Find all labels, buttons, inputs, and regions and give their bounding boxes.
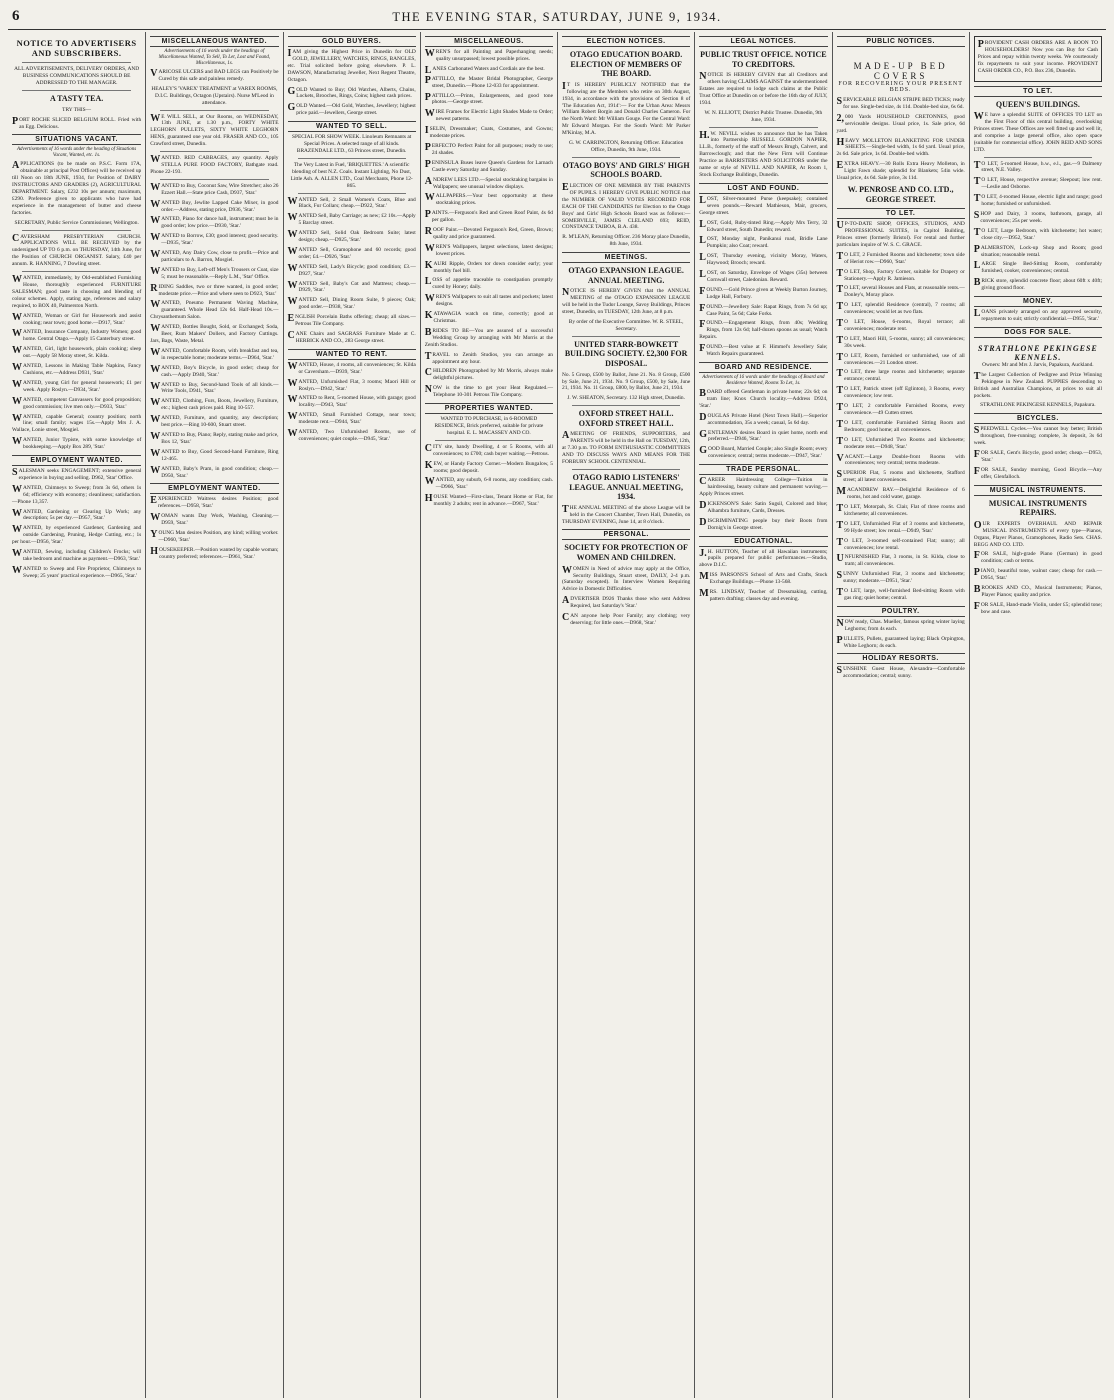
kennel-signature: STRATHLONE PEKINGESE KENNELS, Papakura.	[980, 402, 1096, 409]
classified-ad: LOST, Thursday evening, vicinity Moray, Waters, Haywood; Brooch; reward.	[699, 252, 828, 267]
classified-ad: WANTED, Furniture, and quantity, any description; best price.—Ring 10-600, Stuart street.	[150, 414, 279, 429]
classified-ad: GOOD Board, Married Couple; also Single Room; every convenience; central; terms moderate.—D947, 'Star.'	[699, 445, 828, 460]
meeting-title: OTAGO RADIO LISTENERS' LEAGUE. ANNUAL MEETING, 1934.	[569, 472, 684, 502]
tea-ad-body: PORT ROCHE SLICED BELGIUM ROLL. Fried with an Egg. Delicious.	[12, 115, 142, 130]
classified-ad: WANTED to Rent, 5-roomed House, with garage; good locality.—D943, 'Star.'	[287, 394, 416, 409]
notice-title: OTAGO EDUCATION BOARD. ELECTION OF MEMBERS OF THE BOARD.	[569, 50, 683, 79]
legal-notices-heading: LEGAL NOTICES.	[699, 36, 827, 47]
divider	[22, 62, 131, 63]
classified-ad: SECRETARY, Public Service Commissioner, Wellington.	[14, 219, 139, 226]
divider	[22, 90, 131, 91]
classified-ad: SPECIAL FOR SHOW WEEK. Linoleum Remnants at Special Prices. A selected range of all kinds. BRAZENDALE LTD., 63 Princes street, Dunedin.	[292, 134, 412, 154]
classified-ad: APPLICATIONS (to be made on P.S.C. Form 17A, obtainable at principal Post Offices) will be received up till Noon on 18th JUNE, 1934, for Position of DAIRY INSTRUCTORS AND GRADERS (2), AGRICULTURAL DEPARTMENT. Salary, £232 10s per annum; maximum, £290. Preference given to applicants who have had experience in the management of butter and cheese factories.	[12, 160, 142, 216]
classified-ad: WANTED, Lessons in Making Table Napkins, Fancy Cushions, etc.—Address D931, 'Star.'	[12, 362, 142, 376]
classified-ad: WANTED, Pneumo Permanent Waving Machine, guaranteed. Whole Head 12s 6d. Half-Head 10s.—Chrysanthemum Salon.	[150, 299, 279, 321]
classified-ad: PALMERSTON, Lock-up Shop and Room; good situation; reasonable rental.	[973, 243, 1102, 258]
classified-ad: LANES Carbonated Waters and Cordials are the best.	[424, 64, 545, 76]
divider	[160, 110, 268, 111]
column-7	[832, 32, 969, 1398]
classified-ad: DOUGLAS Private Hotel (Next Town Hall).—Superior accommodation, 35s a week; casual, 5s 6d day.	[699, 411, 828, 426]
classified-ad: LARGE Single Bed-Sitting Room, comfortably furnished, cooker, conveniences; central.	[973, 260, 1102, 275]
poultry-heading: POULTRY.	[837, 606, 965, 617]
classified-ad: WANTED, capable General; country position; north line; small family; wages 15s.—Apply Mrs J. A. Wallace, Lonie street, Mosgiel.	[12, 412, 142, 434]
divider	[22, 230, 131, 231]
classified-ad: TO LET, Large Bedroom, with kitchenette; hot water; close city.—D952, 'Star.'	[973, 226, 1102, 241]
lost-and-found-heading: LOST AND FOUND.	[699, 183, 827, 194]
classified-ad: TO LET, large, well-furnished Bed-sitting Room with gas ring; quiet home; central.	[836, 587, 965, 601]
classified-ad: CAN anyone help Poor Family; any clothing; very deserving; for little ones.—D968, 'Star.'	[562, 612, 691, 626]
advertisers-notice-body: ALL ADVERTISEMENTS, DELIVERY ORDERS, AND BUSINESS COMMUNICATIONS SHOULD BE ADDRESSED TO THE MANAGER.	[14, 66, 140, 87]
meeting-title: OXFORD STREET HALL. OXFORD STREET HALL.	[578, 409, 674, 428]
classified-ad: CHILDREN Photographed by Mr Morris, always make delightful pictures.	[424, 367, 553, 382]
gold-buyers-heading: GOLD BUYERS.	[288, 36, 416, 47]
classified-ad: BRIDES TO BE—You are assured of a successful Wedding Group by arranging with Mr Morris at the Zenith Studios.	[424, 326, 553, 348]
situations-vacant-heading: SITUATIONS VACANT.	[12, 134, 141, 145]
classified-ad: GOLD Wanted.—Old Gold, Watches, Jewellery; highest price paid.—Jewellers, George street.	[287, 102, 416, 117]
classified-ad: CAVERSHAM PRESBYTERIAN CHURCH. APPLICATIONS WILL BE RECEIVED by the undersigned UP TO 6 p.m. on THURSDAY, 14th June, for the Position of CHURCH ORGANIST. Salary, £40 per annum. R. HANNING, 7 Dowling street.	[12, 232, 142, 268]
miscellaneous-heading: MISCELLANEOUS.	[425, 36, 553, 47]
classified-ad: WANTED, Unfurnished Flat, 3 rooms; Maori Hill or Roslyn.—D942, 'Star.'	[287, 377, 416, 392]
classified-ad: TO LET, 2 Furnished Rooms and kitchenette; town side of Heriot row.—D960, 'Star.'	[836, 250, 965, 265]
classified-ad: WREN'S for all Painting and Paperhanging needs; quality unsurpassed; lowest possible prices.	[424, 48, 553, 62]
classified-ad: FOR SALE, high-grade Piano (German) in good condition; cash or terms.	[973, 550, 1102, 565]
tea-ad-title: A TASTY TEA.	[49, 94, 104, 104]
classified-ad: EXTRA HEAVY.—30 Rolls Extra Heavy Molleton, in Light Fawn shade; splendid for Blankets; 54in wide. Usual price, 4s 6d. Sale price, 3s 11d.	[836, 160, 965, 182]
firm-name: W. PENROSE AND CO. LTD., GEORGE STREET.	[847, 184, 954, 204]
classified-ad: SUNNY Unfurnished Flat, 3 rooms and kitchenette; sunny; moderate.—D951, 'Star.'	[836, 570, 965, 585]
classified-ad: LOSS of appetite traceable to constipation promptly cured by Honey; daily.	[424, 276, 553, 291]
classified-ad: WANTED, Girl, light housework, plain cooking; sleep out.—Apply 58 Moray street, St. Kilda.	[12, 345, 142, 360]
classified-ad: WANTED, House, 4 rooms, all conveniences; St. Kilda or Caversham.—D939, 'Star.'	[287, 360, 416, 375]
classified-ad: TO LET, Unfurnished Two Rooms and kitchenette; moderate rent.—D948, 'Star.'	[836, 435, 965, 450]
meeting-body: No. 5 Group, £500 by Ballot, June 21. No. 8 Group, £500 by Sale, June 21, 1934. No. 9 Group, £500, by Sale, June 21, 1934. No. 11 Group, £800, by Ballot, June 21, 1934.	[562, 371, 691, 392]
classified-ad: ENGLISH Porcelain Baths offering; cheap; all sizes.—Petrous Tile Company.	[287, 313, 416, 328]
classified-ad: SUNSHINE Guest House, Alexandra—Comfortable accommodation; central; sunny.	[836, 665, 965, 680]
classified-ad: PAINTS.—Ferguson's Red and Green Roof Paint, 4s 6d per gallon.	[424, 209, 553, 224]
divider	[22, 271, 131, 272]
classified-ad: ROOF Paint.—Devoted Ferguson's Red, Green, Brown; quality and price guaranteed.	[424, 226, 553, 240]
kennel-title: STRATHLONE PEKINGESE KENNELS.	[977, 343, 1098, 362]
classified-ad: ADVERTISER D926 Thanks those who sent Address Required, last Saturday's 'Star.'	[562, 595, 691, 610]
classified-ad: TRAVEL to Zenith Studios, you can arrange an appointment any hour.	[424, 350, 553, 365]
classified-ad: ANDREW LEES LTD.—Special stocktaking bargains in Wallpapers; see unusual window displays.	[424, 175, 553, 190]
personal-heading: PERSONAL.	[562, 529, 690, 540]
classified-ad: WANTED, Chimneys to Sweep; from 3s 6d, others 1s 6d; efficiency with economy; cleanliness; satisfaction.—Phone 13,357.	[12, 483, 142, 505]
column-3	[283, 32, 420, 1398]
classified-ad: WANTED TO PURCHASE, in 6-ROOMED RESIDENCE, Brick preferred, suitable for private hospital. E. L. MACASSEY AND CO.	[434, 416, 544, 436]
classified-ad: BOARD offered Gentleman in private home; 22s 6d; on tram line; Knox Church locality.—Address D924, 'Star.'	[699, 388, 828, 409]
classified-ad: SERVICEABLE BELGIAN STRIPE BED TICKS; ready for use. Single-bed size, 4s 11d. Double-bed size, 6s 6d.	[836, 96, 965, 110]
classified-ad: LOST, Silver-mounted Purse (keepsake); contained seven pounds.—Reward Mathieson, Mair, grocers, George street.	[699, 194, 828, 216]
misc-wanted-sub: Advertisements of 16 words under the headings of Miscellaneous Wanted, To Sell, To Let, Lost and Found, Miscellaneous, 1s.	[158, 49, 271, 66]
classified-ad: WANTED Sell, Lady's Bicycle; good condition; £3.—D927, 'Star.'	[287, 262, 416, 277]
holiday-resorts-heading: HOLIDAY RESORTS.	[837, 653, 965, 664]
classified-ad: WANTED Sell, Solid Oak Bedroom Suite; latest design; cheap.—D925, 'Star.'	[287, 229, 416, 244]
to-let-heading-2: TO LET.	[974, 86, 1102, 97]
column-4	[420, 32, 557, 1398]
provident-ad-box	[974, 36, 1102, 82]
columns	[8, 32, 1106, 1398]
classified-ad: GENTLEMAN desires Board in quiet home, north end preferred.—D946, 'Star.'	[699, 428, 828, 443]
notice-body: IT IS HEREBY PUBLICLY NOTIFIED that the following are the Members who retire on 30th August, 1934, in accordance with the provisions of Section 8 of 'The Education Act, 1914':— For the Urban Area: Messrs William Robert Borgin and Donald Charles Cameron. For the North Ward: Mr William Gouge. For the Central Ward: Mr Edward Morgan. For the South Ward: Mr Parker M'Kinlay, M.A.	[562, 80, 691, 137]
classified-ad: WANTED, Bottles Bought, Sold, or Exchanged; Soda, Beer, Rum Makers' Dollers, and Factory Cuttings. Jars, Bags, Waste, Metal.	[150, 323, 279, 344]
classified-ad: VARICOSE ULCERS and BAD LEGS can Positively be Cured by this safe and painless remedy.	[150, 68, 279, 82]
notice-title: PUBLIC TRUST OFFICE. NOTICE TO CREDITORS.	[700, 50, 827, 69]
classified-ad: RIDING Saddles, two or three wanted, in good order; moderate price.—Price and where seen to D923, 'Star.'	[150, 282, 279, 297]
divider	[572, 469, 680, 470]
classified-ad: PATTILLO.—Prints, Enlargements, and good tone photos.—George street.	[424, 91, 553, 106]
divider	[984, 157, 1092, 158]
page-title: THE EVENING STAR, SATURDAY, JUNE 9, 1934.	[392, 10, 722, 24]
classified-ad: WREN'S Wallpapers, largest selections, latest designs; lowest prices.	[424, 242, 553, 257]
meeting-title: UNITED STARR-BOWKETT BUILDING SOCIETY. £2,300 FOR DISPOSAL.	[564, 339, 688, 368]
employment-wanted-heading-2: EMPLOYMENT WANTED.	[150, 483, 278, 494]
classified-ad: 2,000 Yards HOUSEHOLD CRETONNES, good serviceable designs. Usual price, 1s. Sale price, 6d yard.	[836, 112, 965, 134]
classified-ad: UP-TO-DATE SHOP, OFFICES, STUDIOS, AND PROFESSIONAL SUITES, in Capitol Building, Princes street (formerly Bristol). For rental and further particulars inquire of W. S. C. GRACE.	[836, 220, 965, 248]
advertisers-notice-title: NOTICE TO ADVERTISERS AND SUBSCRIBERS.	[16, 38, 137, 59]
classified-ad: WANTED to Sweep and Fire Proprietor, Chimneys to Sweep; 25 years' practical experience.—D965, 'Star.'	[12, 564, 142, 579]
personal-body: WOMEN in Need of advice may apply at the Office, Security Buildings, Stuart street, DAILY, 2-4 p.m. (Saturday excepted). In Interview Women Requiring Advice in Domestic Difficulties.	[562, 564, 691, 593]
classified-ad: WANTED, Gardening or Clearing Up Work; any description; 5s per day.—D957, 'Star.'	[12, 507, 142, 522]
classified-ad: UNFURNISHED Flat, 3 rooms, in St. Kilda, close to tram; all conveniences.	[836, 553, 965, 568]
classified-ad: TO LET, 5-roomed House, h.w., e.l., gas.—9 Dalmeny street, N.E. Valley.	[973, 159, 1102, 174]
meeting-signature: J. W. SHEATON, Secretary. 132 High street, Dunedin.	[567, 395, 685, 402]
classified-ad: TO LET, House, 6-rooms, Royal terrace; all conveniences; moderate rent.	[836, 318, 965, 332]
classified-ad: WALLPAPERS.—Your best opportunity at these stocktaking prices.	[424, 192, 553, 207]
classified-ad: TO LET, three large rooms and kitchenette; separate entrance; central.	[836, 368, 965, 383]
classified-ad: WANTED, by experienced Gardener, Gardening and outside Gardening, Pruning, Hedge Cutting, etc.; 1s per hour.—D956, 'Star.'	[12, 524, 142, 546]
wanted-to-rent-heading: WANTED TO RENT.	[288, 349, 416, 360]
musical-instruments-heading: MUSICAL INSTRUMENTS.	[974, 485, 1102, 496]
classified-ad: WE have a splendid SUITE of OFFICES TO LET on the First Floor of this central building, overlooking Princes street. These Offices are well fitted up and well lit, and comprise a large general office, also open space (suitable for commercial office). JOHN REID AND SONS LTD.	[973, 111, 1102, 153]
classified-ad: WANTED to Buy, Coconut Saw, Wire Stretcher; also 26 Ezzert Hall.—State price Cash, D937, 'Star.'	[150, 181, 279, 196]
column-2	[145, 32, 282, 1398]
classified-ad: WANTED, Insurance Company, Industry Women; good home. Central Otago.—Apply 15 Canterbury street.	[12, 328, 142, 343]
classified-ad: HEALEY'S 'VAREX' TREATMENT at VAREX ROOMS, D.I.C. Buildings, Octagon (Upstairs). Nurse M'Leod in attendance.	[151, 85, 278, 106]
classified-ad: WANTED to Buy, Good Second-hand Furniture, Ring 12-465.	[150, 447, 279, 462]
classified-ad: FOUND.—Engagement Rings, from 40s; Wedding Rings, from 12s 6d; half-dozen spoons as usual; Watch Repairs.	[699, 319, 828, 341]
classified-ad: MACANDREW BAY.—Delightful Residence of 6 rooms, hot and cold water, garage.	[836, 486, 965, 501]
notice-body: ELECTION OF ONE MEMBER BY THE PARENTS OF PUPILS. I HEREBY GIVE PUBLIC NOTICE that the NUMBER OF VALID VOTES RECORDED FOR EACH OF THE CANDIDATES for Election to the Otago Boys' and Girls' High Schools Board was as follows:— SOMERVILLE, JAMES CLELAND 693; REID, CONSTANCE TAIBOA, B.A. 438.	[562, 182, 691, 231]
meeting-body: NOTICE IS HEREBY GIVEN that the ANNUAL MEETING of the OTAGO EXPANSION LEAGUE will be held in the Tudor Lounge, Savoy Buildings, Princes street, Dunedin, on TUESDAY, 12th June, at 8 p.m.	[562, 287, 691, 316]
classified-ad: DICKENSON'S Sale: Satin Sugsil, Colored and blue; Alhambra furniture, Cards, Dresses.	[699, 499, 828, 514]
classified-ad: TO LET, House, respective avenue; Sleepout; low rent.—Leslie and Osborne.	[973, 176, 1102, 191]
classified-ad: WANTED, any suburb, 6-8 rooms, any condition; cash.—D966, 'Star.'	[424, 476, 553, 491]
classified-ad: FOR SALE, Gent's Bicycle, good order; cheap.—D953, 'Star.'	[973, 449, 1102, 463]
classified-ad: SALESMAN seeks ENGAGEMENT; extensive general experience in buying and selling. D962, 'Star' Office.	[12, 467, 142, 481]
classified-ad: WANTED to Borrow, £30; good interest; good security.—D935, 'Star.'	[150, 232, 279, 247]
classified-ad: YOUNG Man desires Position, any kind; willing worker.—D960, 'Star.'	[150, 529, 279, 543]
classified-ad: PULLETS, Pullets, guaranteed laying; Black Orpington, White Leghorn; 4s each.	[836, 634, 965, 649]
classified-ad: CITY site, handy Dwelling, 4 or 5 Rooms, with all conveniences; to £700; cash buyer waiting.—Petrous.	[424, 442, 553, 457]
classified-ad: HEAVY MOLLETON BLANKETING FOR UNDER SHEETS.—Single-bed width, 1s 6d yard. Usual price, 2s 6d. Sale price, 1s 6d. Double-bed width.	[836, 136, 965, 158]
classified-ad: WANTED to Buy, Left-off Men's Trousers or Coat, size 5; must be reasonable.—Reply L.M., 'Star' Office.	[150, 265, 279, 280]
dogs-for-sale-heading: DOGS FOR SALE.	[974, 327, 1102, 338]
election-notices-heading: ELECTION NOTICES.	[562, 36, 690, 47]
classified-ad: PATTILLO, the Master Bridal Photographer, George street, Dunedin.—Phone 12-033 for appointment.	[424, 74, 553, 89]
classified-ad: WANTED to Buy, Piano; Reply, stating make and price, Box 12, 'Star.'	[150, 430, 279, 445]
classified-ad: KEW, or Handy Factory Corner.—Modern Bungalow, 5 rooms; good deposit.	[424, 459, 553, 474]
classified-ad: PROVIDENT CASH ORDERS ARE A BOON TO HOUSEHOLDERS! Now you can Buy for Cash Prices and repay within twenty weeks. We courteously fix repayments to suit your income. PROVIDENT CASH ORDER CO., P.O. Box 236, Dunedin.	[977, 39, 1098, 74]
classified-ad: WANTED, Two Unfurnished Rooms, use of conveniences; quiet couple.—D945, 'Star.'	[287, 428, 416, 442]
divider	[160, 179, 268, 180]
classified-ad: SHOP and Dairy, 3 rooms, bathroom, garage, all conveniences; 25s per week.	[973, 210, 1102, 224]
classified-ad: WANTED, competent Canvassers for good proposition; good commission; live men only.—D933, 'Star.'	[12, 395, 142, 410]
column-8	[969, 32, 1106, 1398]
classified-ad: WANTED, Piano for dance hall, instrument; must be in good order; low price.—D930, 'Star.'	[150, 215, 279, 230]
page-number: 6	[12, 8, 20, 24]
tea-ad-sub: TRY THIS—	[62, 106, 92, 113]
divider	[572, 336, 680, 337]
classified-ad: TO LET, Unfurnished Flat of 3 rooms and kitchenette, 99 Hyde street; low rental.—D949, 'Star.'	[836, 519, 965, 534]
classified-ad: WANTED, young Girl for general housework; £1 per week. Apply Roslyn.—D934, 'Star.'	[12, 378, 142, 393]
classified-ad: LOST, Gold, Ruby-tinted Ring.—Apply Mrs Terry, 32 Edward street, South Dunedin; reward.	[699, 218, 828, 233]
classified-ad: FOUND.—Best value at F. Himmel's Jewellery Sale; Watch Repairs guaranteed.	[699, 343, 828, 358]
divider	[160, 151, 268, 152]
classified-ad: TO LET, splendid Residence (central), 7 rooms; all conveniences; would let as two flats.	[836, 301, 965, 316]
classified-ad: WANTED Sell, Baby Carriage; as new; £2 10s.—Apply 5 Barclay street.	[287, 212, 416, 227]
classified-ad: WANTED Sell, 2 Small Women's Coats, Blue and Black, Fur Collars; cheap.—D922, 'Star.'	[287, 195, 416, 210]
divider	[709, 127, 817, 128]
classified-ad: SPEEDWELL Cycles.—You cannot buy better; British throughout, free-running; complete, 3s deposit, 3s 6d week.	[973, 425, 1102, 447]
classified-ad: WANTED Buy, Jewlite Lapped Cake Mixer, in good order.—Address, stating price, D936, 'Star.'	[150, 198, 279, 213]
classified-ad: WANTED, Clothing, Furs, Boots, Jewellery, Furniture, etc.; highest cash prices paid. Ring 10-557.	[150, 397, 279, 412]
classified-ad: FOUND.—Gold Prince given at Weekly Burton Journey, Lodge Hall, Forbury.	[699, 285, 828, 300]
classified-ad: TO LET, 3-roomed self-contained Flat; sunny; all conveniences; low rental.	[836, 536, 965, 551]
classified-ad: EXPERIENCED Waitress desires Position; good references.—D958, 'Star.'	[150, 495, 279, 510]
classified-ad: WANTED. RED CABBAGES, any quantity. Apply STELLA PURE FOOD FACTORY, Bathgate road. Phone 22-193.	[150, 154, 279, 175]
classified-ad: ISELIN, Dressmaker; Coats, Costumes, and Gowns; moderate prices.	[424, 125, 553, 140]
classified-ad: OUR EXPERTS OVERHAUL AND REPAIR MUSICAL INSTRUMENTS of every type—Pianos, Organs, Player Pianos, Gramophones, Radio Sets. CHAS. BEGG AND CO. LTD.	[973, 519, 1102, 548]
queens-buildings-title: QUEEN'S BUILDINGS.	[995, 99, 1080, 109]
classified-ad: WANTED, Junior Typiste, with some knowledge of bookkeeping.—Apply Box 289, 'Star.'	[12, 436, 142, 451]
classified-ad: TO LET, Maori Hill, 5-rooms, sunny; all conveniences; 30s week.	[836, 334, 965, 349]
classified-ad: KAURI Ripple, Orders tor down consider early; your monthly fuel bill.	[424, 259, 553, 274]
classified-ad: WANTED, Sewing, including Children's Frocks; will take bedroom and machine as payment.—D963, 'Star.'	[12, 548, 142, 562]
classified-ad: TO LET, Room, furnished or unfurnished, use of all conveniences.—21 London street.	[836, 351, 965, 366]
column-5	[557, 32, 694, 1398]
classified-ad: FOUND.—Jewellery Sale: Rapat Rings, from 7s 6d up; Case Paint, 5s 6d; Cake Forks.	[699, 302, 828, 317]
column-1	[8, 32, 145, 1398]
divider	[572, 405, 680, 406]
meeting-body: THE ANNUAL MEETING of the above League will be held in the Concert Chamber, Town Hall, Dunedin, on THURSDAY EVENING, June 14, at 8 o'clock.	[562, 503, 691, 525]
classified-ad: GOLD Wanted to Buy; Old Watches, Alberts, Chains, Lockets, Brooches, Rings, Coins; highest cash prices.	[287, 85, 416, 100]
classified-ad: TO LET, 2 comfortable Furnished Rooms, every convenience.—49 Cutten street.	[836, 402, 965, 416]
classified-ad: WANTED, Woman or Girl for Housework and assist cooking; near town; good home.—D917, 'Star.'	[12, 311, 142, 326]
public-notices-heading: PUBLIC NOTICES.	[837, 36, 965, 47]
notice-body: NOTICE IS HEREBY GIVEN that all Creditors and others having CLAIMS AGAINST the undermentioned Estates are required to lodge such claims at the Public Trust Office at Dunedin on or before the 16th day of JULY, 1934.	[699, 71, 828, 106]
classified-ad: FOR SALE, Sunday morning, Good Bicycle.—Any offer, Glenfalloch.	[973, 465, 1102, 480]
classified-ad: TO LET, 4-roomed House, electric light and range; good home; furnished or unfurnished.	[973, 193, 1102, 208]
trade-personal-heading: TRADE PERSONAL.	[699, 464, 827, 475]
masthead	[8, 6, 1106, 30]
classified-ad: TO LET, comfortable Furnished Sitting Room and Bedroom; good home; all conveniences.	[836, 418, 965, 433]
meeting-title: OTAGO EXPANSION LEAGUE. ANNUAL MEETING.	[568, 266, 684, 285]
board-sub: Advertisements of 16 words under the headings of Board and Residence Wanted, Rooms To Let, 1s.	[702, 375, 825, 386]
classified-ad: WANTED, Small Furnished Cottage, near town; moderate rent.—D944, 'Star.'	[287, 411, 416, 426]
classified-ad: WANTED, Comfortable Room, with breakfast and tea, in respectable home; moderate terms.—D964, 'Star.'	[150, 346, 279, 361]
classified-ad: The Very Latest in Fuel, 'BRIQUETTES.' A scientific blending of best N.Z. Coals. Instant Lighting, No Dust, Little Ash. A. ALLEN LTD., Coal Merchants, Phone 12-865.	[290, 161, 413, 189]
classified-ad: SUPERIOR Flat, 5 rooms and kitchenette, Stafford street; all latest conveniences.	[836, 469, 965, 484]
classified-ad: WREN'S Wallpapers to suit all tastes and pockets; latest designs.	[424, 293, 553, 308]
classified-ad: WANTED Sell, Gramophone and 60 records; good order; £4.—D926, 'Star.'	[287, 245, 416, 260]
classified-ad: TO LET, several Houses and Flats, at reasonable rents.—Donley's, Moray place.	[836, 284, 965, 299]
meeting-signature: By order of the Executive Committee. W. R. STEEL, Secretary.	[568, 319, 684, 332]
classified-ad: PENINSULA Buses leave Queen's Gardens for Larnach Castle every Saturday and Sunday.	[424, 158, 553, 173]
classified-ad: FOR SALE, Hand-made Violin, under £5; splendid tone; bow and case.	[973, 600, 1102, 615]
classified-ad: TO LET, Shop, Factory Corner, suitable for Drapery or Stationery.—Apply R. Jamieson.	[836, 267, 965, 282]
bed-covers-banner: MADE-UP BED COVERS	[853, 61, 948, 81]
classified-ad: BRICK store, splendid concrete floor; about 60ft x 40ft; giving ground floor.	[973, 277, 1102, 292]
bed-covers-sub: FOR RECOVERING YOUR PRESENT BEDS.	[838, 81, 963, 93]
wanted-to-sell-heading: WANTED TO SELL.	[288, 121, 416, 132]
situations-sub: Advertisements of 16 words under the heading of Situations Vacant, Wanted, etc. 1s.	[16, 147, 137, 159]
classified-ad: WANTED to Buy, Second-hand Tools of all kinds.—Write Tools, D941, 'Star.'	[150, 380, 279, 395]
miscellaneous-wanted-heading: MISCELLANEOUS WANTED.	[150, 36, 278, 47]
meeting-body: AMEETING OF FRIENDS, SUPPORTERS, and PARENTS will be held in the Hall on TUESDAY, 12th, at 7.30 p.m. TO FORM ENTHUSIASTIC COMMITTEES AND TO DISCUSS WAYS AND MEANS FOR THE FORBURY SCHOOL CENTENNIAL.	[562, 430, 691, 466]
money-heading: MONEY.	[974, 296, 1102, 307]
personal-title: SOCIETY FOR PROTECTION OF WOMEN AND CHILDREN.	[564, 543, 688, 563]
properties-wanted-heading: PROPERTIES WANTED.	[425, 403, 553, 414]
classified-ad: MISS PARSONS'S School of Arts and Crafts, Stock Exchange Buildings.—Phone 13-568.	[699, 571, 828, 586]
classified-ad: NOW ready, Chas. Mueller, famous spring winter laying Leghorns; from 4s each.	[836, 617, 965, 632]
notice-signature: W. N. ELLIOTT, District Public Trustee. Dunedin, 9th June, 1934.	[704, 109, 823, 123]
column-6	[694, 32, 831, 1398]
classified-ad: PIANO, beautiful tone, walnut case; cheap for cash.—D954, 'Star.'	[973, 567, 1102, 582]
classified-ad: WIRE Frames for Electric Light Shades Made to Order; newest patterns.	[424, 108, 553, 123]
classified-ad: LOST, Monday night, Panikanui road, Bridle Lane Pumpkin; also Coat; reward.	[699, 235, 828, 250]
meetings-heading: MEETINGS.	[562, 252, 690, 263]
classified-ad: WE WILL SELL, at Our Rooms, on WEDNESDAY, 13th JUNE, at 1.30 p.m., FORTY WHITE LEGHORN PULLETS, SIXTY WHITE LEGHORN HENS, guaranteed one year old. FRASER AND CO., 105 Crawford street, Dunedin.	[150, 112, 279, 148]
classified-ad: TO LET, Motorpah, St. Clair, Flat of three rooms and kitchenette; all conveniences.	[836, 502, 965, 517]
classified-ad: LOST, on Saturday, Envelope of Wages (35s) between Cornwall street, Caledonian. Reward.	[699, 269, 828, 283]
classified-ad: KATAWAGIA watch on time, correctly; good at Christmas.	[424, 310, 553, 324]
employment-wanted-heading: EMPLOYMENT WANTED.	[12, 455, 141, 466]
classified-ad: NOW is the time to get your Heat Regulated.—Telephone 10-301 Petrous Tile Company.	[424, 384, 553, 399]
notice-body: H.W. NEVILL wishes to announce that he has Taken into Partnership RUSSELL GORDON NAPIER, LL.B., formerly of the staff of Messrs Brugh, Calvert, and Barrowclough; and that the New Firm will Continue Practice as BARRISTERS AND SOLICITORS under the name or style of NEVILL AND NAPIER, At Room 1, Stock Exchange Buildings, Dunedin.	[699, 129, 828, 178]
board-and-residence-heading: BOARD AND RESIDENCE.	[699, 362, 827, 373]
classified-ad: HOUSE Wanted—First-class, Tenant Home or Flat, for monthly 2 adults; rent in advance.—D967, 'Star.'	[424, 493, 553, 508]
divider	[298, 193, 406, 194]
notice-title: OTAGO BOYS' AND GIRLS' HIGH SCHOOLS BOARD.	[562, 160, 690, 180]
to-let-heading: TO LET.	[837, 208, 965, 219]
classified-ad: WANTED Sell, Baby's Cot and Mattress; cheap.—D929, 'Star.'	[287, 279, 416, 294]
classified-ad: PERFECTO Perfect Paint for all purposes; ready to use; 24 shades.	[424, 141, 553, 156]
divider	[298, 158, 406, 159]
classified-ad: WANTED, Any Dairy Cow, close to profit.—Price and particulars to A. Barron, Mosgiel.	[150, 249, 279, 263]
classified-ad: IAM giving the Highest Price in Dunedin for OLD GOLD, JEWELLERY, WATCHES, RINGS, BANGLES, etc. Trial solicited before going elsewhere. P. L. DAWSON, Manufacturing Jeweller, Next Regent Theatre, Octagon.	[287, 48, 416, 83]
classified-ad: LOANS privately arranged on any approved security, repayments to suit; strictly confidential.—D955, 'Star.'	[973, 308, 1102, 322]
classified-ad: DISCRIMINATING people buy their Boots from Dornig's in George street.	[699, 516, 828, 531]
classified-ad: CANE Chairs and SAGRASS Furniture Made at C. HERBICK AND CO., 283 George street.	[287, 330, 416, 344]
bicycles-heading: BICYCLES.	[974, 413, 1102, 424]
classified-ad: CAREER Hairdressing College—Tuition in hairdressing, beauty culture and permanent waving.—Apply Princes street.	[699, 476, 828, 497]
notice-signature: G. W. CARRINGTON, Returning Officer. Education Office, Dunedin, 9th June, 1934.	[568, 140, 684, 153]
divider	[435, 440, 543, 441]
notice-signature: R. M'LEAN, Returning Officer. 236 Moray place Dunedin, 8th June, 1934.	[562, 234, 690, 248]
kennel-owners: Owners: Mr and Mrs J. Jarvis, Papakura, Auckland.	[982, 361, 1094, 368]
music-repairs-title: MUSICAL INSTRUMENTS REPAIRS.	[988, 498, 1087, 518]
classified-ad: WANTED Sell, Dining Room Suite, 9 pieces; Oak; good order.—D938, 'Star.'	[287, 296, 416, 311]
classified-ad: WOMAN wants Day Work, Washing, Cleaning.—D959, 'Star.'	[150, 512, 279, 527]
classified-ad: WANTED, Baby's Pram, in good condition; cheap.—D950, 'Star.'	[150, 464, 279, 479]
classified-ad: VACANT.—Large Double-front Rooms with conveniences; very central; terms moderate.	[836, 452, 965, 467]
classified-ad: WANTED, Boy's Bicycle, in good order; cheap for cash.—Apply D940, 'Star.'	[150, 363, 279, 378]
educational-heading: EDUCATIONAL.	[699, 536, 827, 547]
kennel-body: The Largest Collection of Pedigree and Prize Winning Pekingese in New Zealand. PUPPIES descending to British and Australian Champions, at prices to suit all pockets.	[973, 370, 1102, 399]
divider	[572, 157, 680, 158]
classified-ad: TO LET, Patrick street (off Eglinton), 3 Rooms, every convenience; low rent.	[836, 385, 965, 400]
classified-ad: BROOKES AND CO., Musical Instruments; Pianos, Player Pianos; quality and price.	[973, 584, 1102, 598]
classified-ad: J.H. HUTTON, Teacher of all Hawaiian instruments; pupils prepared for public performances.—Studio, above D.I.C.	[699, 547, 828, 569]
classified-ad: WANTED, immediately, by Old-established Furnishing House, thoroughly experienced FURNITURE SALESMAN; good taste in choosing and blending of colour schemes. Apply, stating age, references and salary required, to BOX 40, Palmerston North.	[12, 274, 142, 309]
classified-ad: HOUSEKEEPER.—Position wanted by capable woman; country preferred; references.—D961, 'Star.'	[150, 545, 279, 560]
classified-ad: MRS. LINDSAY, Teacher of Dressmaking, cutting, pattern drafting; classes day and evening.	[699, 588, 828, 602]
